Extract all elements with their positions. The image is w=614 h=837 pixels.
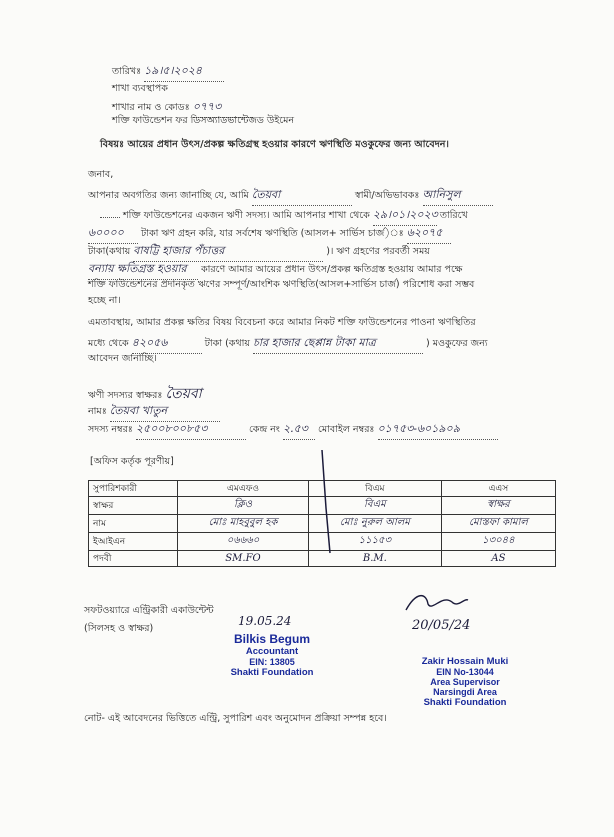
para2-text-a: এমতাবস্থায়, আমার প্রকল্প ক্ষতির বিষয় বিবেচনা করে আমার নিকট শক্তি ফাউন্ডেশনের পাওনা ঋণস্থিতির [88, 317, 476, 328]
ein-cell: ১৩০৪৪ [441, 533, 555, 551]
subject: বিষয়ঃ আয়ের প্রধান উৎস/প্রকল্প ক্ষতিগ্রস্থ হওয়ার কারণে ঋণস্থিতি মওকুফের জন্য আবেদন। [100, 139, 449, 150]
stamp-line: EIN: 13805 [249, 657, 295, 667]
accountant-label-1: সফটওয়্যারে এন্ট্রিকারী একাউন্টেন্ট [84, 605, 214, 616]
para1-line1 [88, 186, 493, 206]
member-name-label: নামঃ [88, 406, 107, 417]
accountant-label-2: (সিলসহ ও স্বাক্ষর) [84, 623, 154, 634]
row-label: নাম [89, 515, 178, 533]
designation-cell: B.M. [308, 551, 441, 567]
signature-cell: বিএম [308, 497, 441, 515]
accountant-sign-date: 19.05.24 [238, 614, 292, 628]
cause-field: বন্যায় ক্ষতিগ্রস্ত হওয়ার [88, 260, 198, 280]
member-signature: তৈয়বা [165, 386, 202, 402]
member-name-line [88, 402, 220, 422]
para1-text-j: হচ্ছে না। [88, 295, 121, 306]
stamp-line: Shakti Foundation [423, 697, 507, 708]
stamp-line: Zakir Hossain Muki [421, 656, 509, 667]
date-line [112, 62, 224, 82]
ein-cell: ০৬৬৬০ [178, 533, 309, 551]
date-value: ১৯।৫।২০২৪ [144, 62, 224, 82]
para1-line5 [88, 260, 462, 280]
stamp-line: EIN No-13044 [436, 667, 494, 677]
para1-text-c: শক্তি ফাউন্ডেশনের একজন ঋণী সদস্য। আমি আপনার শাখা থেকে [123, 210, 370, 221]
member-signature-label: ঋণী সদস্যর স্বাক্ষরঃ [88, 390, 163, 401]
loan-date-field: ২৯।০১।২০২৩ [373, 206, 437, 226]
signature-cell: স্বাক্ষর [441, 497, 555, 515]
name-cell: মোঃ মাহবুবুল হক [178, 515, 309, 533]
row-label: স্বাক্ষর [89, 497, 178, 515]
row-label: ইআইএন [89, 533, 178, 551]
para1-text-f: টাকা(কথায় [88, 246, 131, 257]
stamp-line: Area Supervisor [430, 677, 500, 687]
para1-text-b: স্বামী/অভিভাবকঃ [354, 190, 420, 201]
guardian-name-field: আনিসুল [423, 186, 493, 206]
para1-text-h: কারণে আমার আয়ের প্রধান উৎস/প্রকল্প ক্ষতিগ্রস্ত হওয়ায় আমার পক্ষে [201, 264, 463, 275]
para1-text-i: শক্তি ফাউন্ডেশনের প্রদানকৃত ঋণের সম্পূর্ণ/আংশিক ঋণস্থিতি(আসল+সার্ভিস চার্জ) পরিশোধ করা সম্ভব [88, 279, 475, 290]
para2-line2 [88, 334, 488, 354]
mobile-label: মোবাইল নম্বরঃ [317, 424, 375, 435]
date-label: তারিখঃ [112, 66, 142, 77]
supervisor-stamp [390, 656, 540, 708]
designation-cell: AS [441, 551, 555, 567]
para1-line3 [88, 224, 451, 244]
member-name-value: তৈয়বা খাতুন [110, 402, 220, 422]
para1-text-a: আপনার অবগতির জন্য জানাচ্ছি যে, আমি [88, 190, 249, 201]
para2-text-b: মধ্যে থেকে [88, 338, 129, 349]
stamp-line: Accountant [245, 646, 299, 657]
table-header: এএস [441, 481, 555, 497]
note: নোট- এই আবেদনের ভিত্তিতে এন্ট্রি, সুপারিশ এবং অনুমোদন প্রক্রিয়া সম্পন্ন হবে। [84, 713, 387, 724]
para1-text-g: )। ঋণ গ্রহণের পরবর্তী সময় [326, 246, 430, 257]
member-no-label: সদস্য নম্বরঃ [88, 424, 133, 435]
table-header: বিএম [308, 481, 441, 497]
balance-field: ৬২০৭৫ [407, 224, 451, 244]
stamp-line: Narsingdi Area [433, 687, 497, 697]
para2-text-c: টাকা (কথায় [204, 338, 250, 349]
accountant-stamp [212, 632, 332, 678]
ein-cell: ১১১৫৩ [308, 533, 441, 551]
row-label: পদবী [89, 551, 178, 567]
name-cell: মোস্তফা কামাল [441, 515, 555, 533]
signature-cell: ক্লিও [178, 497, 309, 515]
branch-label: শাখার নাম ও কোডঃ [112, 102, 190, 113]
branch-value: ০৭৭৩ [193, 98, 253, 118]
supervisor-signature [402, 590, 472, 616]
waiver-amount-field: ৪২০৫৬ [132, 334, 202, 354]
org-label: শক্তি ফাউন্ডেশন ফর ডিসঅ্যাডভান্টেজড উইমেন [112, 115, 295, 126]
designation-cell: SM.FO [178, 551, 309, 567]
table-header: সুপারিশকারী [89, 481, 178, 497]
balance-words-field: বাষট্টি হাজার পঁচাত্তর [133, 242, 323, 262]
stamp-line: Bilkis Begum [233, 632, 311, 646]
para1-text-d: তারিখে [439, 210, 468, 221]
office-title: [অফিস কর্তৃক পূরণীয়] [90, 456, 174, 467]
para1-line4 [88, 242, 430, 262]
supervisor-sign-date: 20/05/24 [412, 618, 471, 633]
para2-text-e: আবেদন জানাচ্ছি। [88, 353, 157, 364]
salutation: জনাব, [88, 169, 114, 180]
table-header: এমএফও [178, 481, 309, 497]
waiver-words-field: চার হাজার ছেপ্পান্ন টাকা মাত্র [253, 334, 423, 354]
center-label: কেন্দ্র নং [248, 424, 280, 435]
mobile-value: ০১৭৫৩-৬০১৯০৯ [378, 420, 498, 440]
stamp-line: Shakti Foundation [230, 667, 314, 678]
para2-text-d: ) মওকুফের জন্য [426, 338, 488, 349]
para1-text-e: টাকা ঋণ গ্রহন করি, যার সর্বশেষ ঋণস্থিতি (আসল+ সার্ভিস চার্জ)ঃ [141, 228, 404, 239]
manager-label: শাখা ব্যবস্থাপক [112, 83, 168, 94]
member-no-value: ২৫০০৮০০৮৫৩ [136, 420, 246, 440]
name-cell: মোঃ নুরুল আলম [308, 515, 441, 533]
member-name-field: তৈয়বা [252, 186, 352, 206]
member-ids-line [88, 420, 498, 440]
loan-amount-field: ৬০০০০ [88, 224, 138, 244]
para1-line2 [100, 206, 468, 226]
center-value: ২.৫৩ [283, 420, 315, 440]
pen-stroke [318, 448, 338, 558]
